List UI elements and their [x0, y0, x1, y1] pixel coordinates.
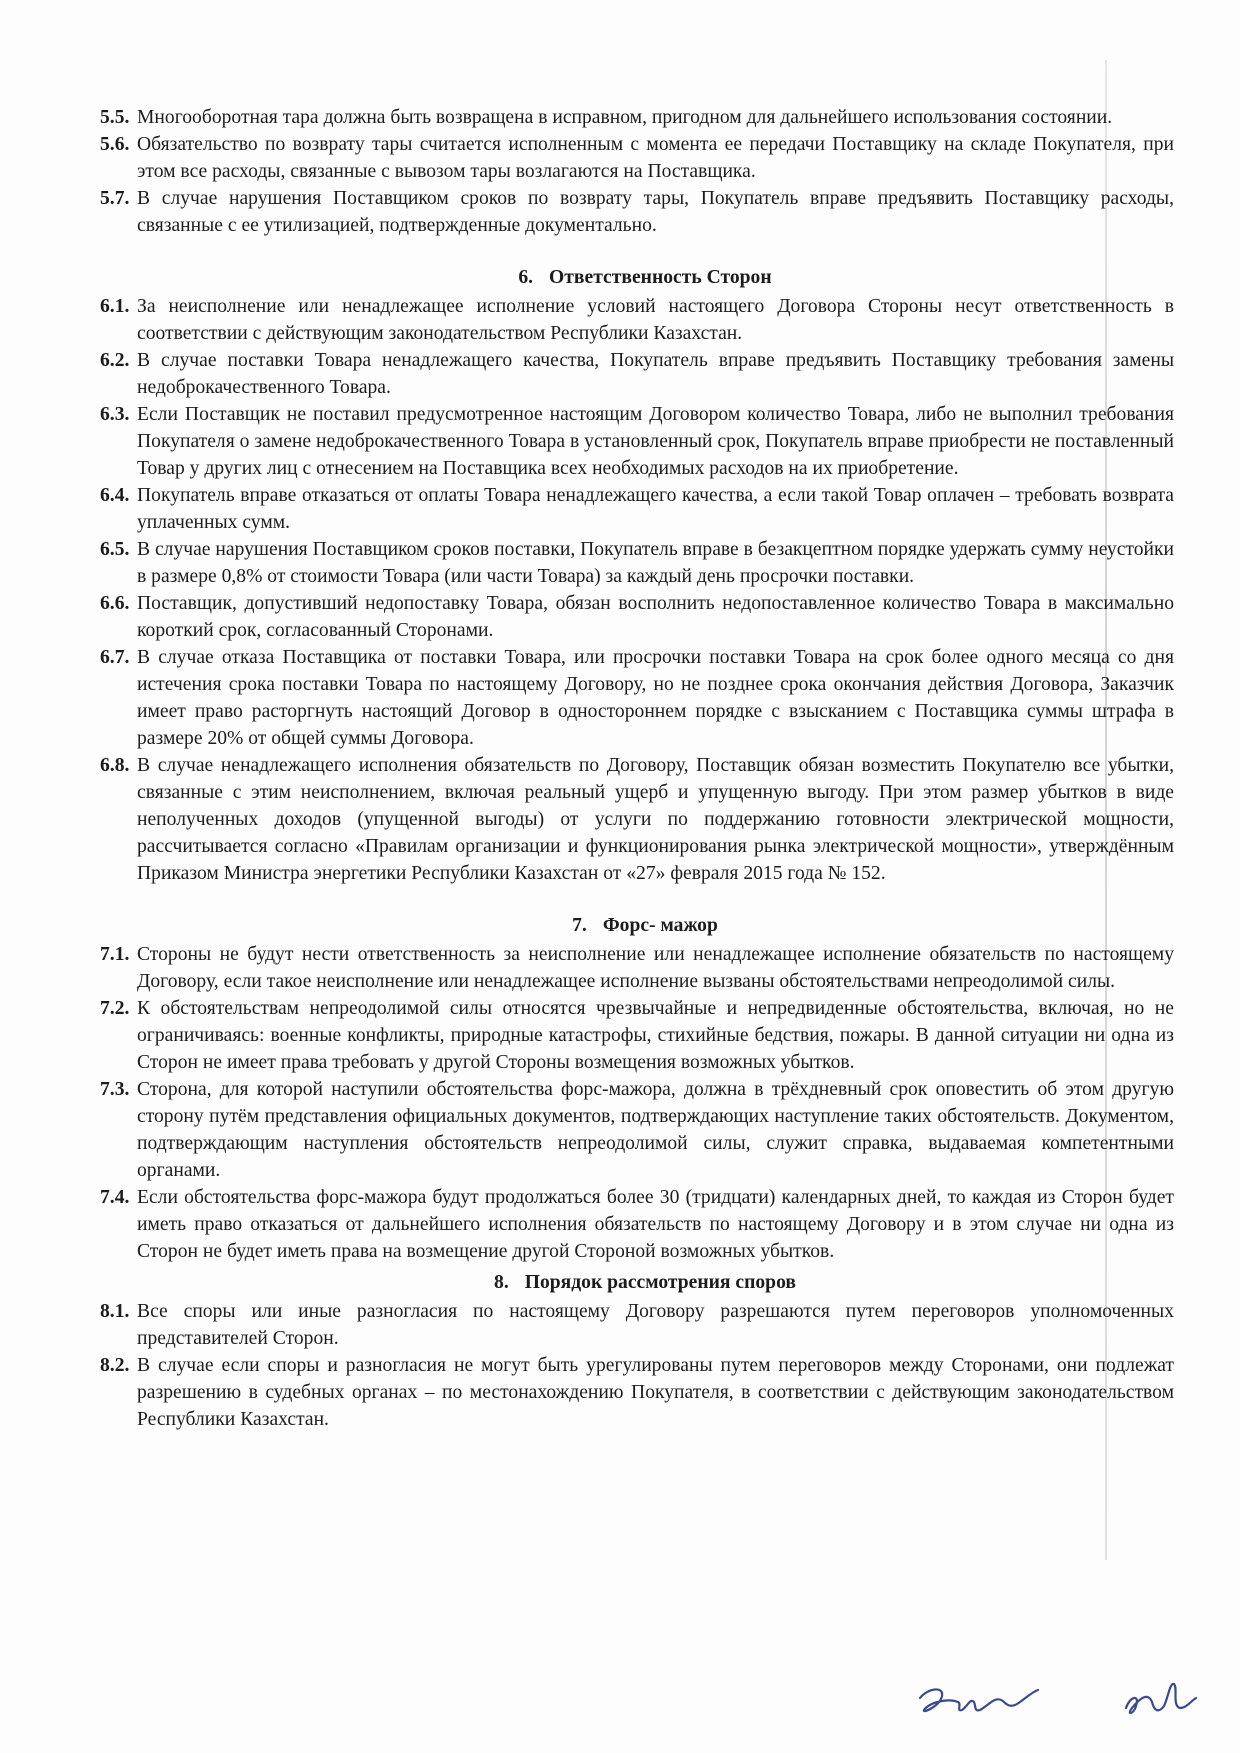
clause-text: За неисполнение или ненадлежащее исполнение условий настоящего Договора Стороны несут ответственность в соответствии с действующим законодательством Республики Казахстан. — [137, 296, 1174, 344]
section-heading: Порядок рассмотрения споров — [524, 1272, 796, 1293]
clause-text: Стороны не будут нести ответственность за неисполнение или ненадлежащее исполнение обязательств по настоящему Договору, если такое неисполнение или ненадлежащее исполнение вызваны обстоятельствами непреодолимой силы. — [137, 944, 1174, 992]
clause-7-4 — [100, 1184, 1174, 1265]
section-8-items — [100, 1298, 1174, 1433]
signature-2 — [1126, 1684, 1196, 1713]
clause-number: 6.6. — [100, 593, 130, 614]
clause-number: 8.1. — [100, 1301, 130, 1322]
clause-text: Сторона, для которой наступили обстоятельства форс-мажора, должна в трёхдневный срок оповестить об этом другую сторону путём представления официальных документов, подтверждающих наступление таких обстоятельств. Документом, подтверждающим наступления обстоятельств непреодолимой силы, служит справка, выдаваемая компетентными органами. — [137, 1079, 1174, 1181]
clause-6-8 — [100, 752, 1174, 887]
clause-6-3 — [100, 401, 1174, 482]
section-number: 6. — [518, 267, 534, 288]
clause-6-1 — [100, 293, 1174, 347]
clause-7-1 — [100, 941, 1174, 995]
signatures-svg — [900, 1658, 1210, 1728]
signature-1 — [920, 1689, 1038, 1711]
clause-text: В случае ненадлежащего исполнения обязательств по Договору, Поставщик обязан возместить Покупателю все убытки, связанные с этим неисполнением, включая реальный ущерб и упущенную выгоду. При этом размер убытков в виде неполученных доходов (упущенной выгоды) от услуги по поддержанию готовности электрической мощности, рассчитывается согласно «Правилам организации и функционирования рынка электрической мощности», утверждённым Приказом Министра энергетики Республики Казахстан от «27» февраля 2015 года № 152. — [137, 755, 1174, 884]
signatures-area — [900, 1658, 1210, 1728]
clause-6-4 — [100, 482, 1174, 536]
clause-number: 6.3. — [100, 404, 130, 425]
section-heading: Форс- мажор — [602, 915, 718, 936]
clause-6-5 — [100, 536, 1174, 590]
clause-6-7 — [100, 644, 1174, 752]
section-title-8 — [100, 1269, 1174, 1296]
clause-number: 6.5. — [100, 539, 130, 560]
clause-number: 7.1. — [100, 944, 130, 965]
clause-8-1 — [100, 1298, 1174, 1352]
clause-5-5 — [100, 104, 1174, 131]
clause-text: В случае нарушения Поставщиком сроков поставки, Покупатель вправе в безакцептном порядке удержать сумму неустойки в размере 0,8% от стоимости Товара (или части Товара) за каждый день просрочки поставки. — [137, 539, 1174, 587]
clause-5-6 — [100, 131, 1174, 185]
section-5-items — [100, 104, 1174, 239]
clause-number: 5.7. — [100, 188, 130, 209]
section-6-items — [100, 293, 1174, 887]
clause-text: В случае поставки Товара ненадлежащего качества, Покупатель вправе предъявить Поставщику требования замены недоброкачественного Товара. — [137, 350, 1174, 398]
clause-number: 8.2. — [100, 1355, 130, 1376]
clause-5-7 — [100, 185, 1174, 239]
clause-number: 7.2. — [100, 998, 130, 1019]
contract-text — [100, 104, 1174, 1433]
clause-text: В случае отказа Поставщика от поставки Товара, или просрочки поставки Товара на срок более одного месяца со дня истечения срока поставки Товара по настоящему Договору, но не позднее срока окончания действия Договора, Заказчик имеет право расторгнуть настоящий Договор в одностороннем порядке с взысканием с Поставщика суммы штрафа в размере 20% от общей суммы Договора. — [137, 647, 1174, 749]
section-title-6 — [100, 264, 1174, 291]
clause-number: 6.4. — [100, 485, 130, 506]
clause-number: 6.1. — [100, 296, 130, 317]
section-title-7 — [100, 912, 1174, 939]
clause-number: 7.4. — [100, 1187, 130, 1208]
clause-number: 6.2. — [100, 350, 130, 371]
section-7-items — [100, 941, 1174, 1265]
clause-number: 6.8. — [100, 755, 130, 776]
clause-number: 5.6. — [100, 134, 130, 155]
clause-text: Покупатель вправе отказаться от оплаты Товара ненадлежащего качества, а если такой Товар оплачен – требовать возврата уплаченных сумм. — [137, 485, 1174, 533]
section-number: 8. — [494, 1272, 509, 1293]
clause-number: 6.7. — [100, 647, 130, 668]
clause-8-2 — [100, 1352, 1174, 1433]
clause-number: 5.5. — [100, 107, 130, 128]
section-heading: Ответственность Сторон — [549, 267, 772, 288]
clause-text: В случае если споры и разногласия не могут быть урегулированы путем переговоров между Сторонами, они подлежат разрешению в судебных органах – по местонахождению Покупателя, в соответствии с действующим законодательством Республики Казахстан. — [137, 1355, 1174, 1430]
clause-text: Если обстоятельства форс-мажора будут продолжаться более 30 (тридцати) календарных дней, то каждая из Сторон будет иметь право отказаться от дальнейшего исполнения обязательств по настоящему Договору и в этом случае ни одна из Сторон не будет иметь права на возмещение другой Стороной возможных убытков. — [137, 1187, 1174, 1262]
clause-6-2 — [100, 347, 1174, 401]
clause-text: В случае нарушения Поставщиком сроков по возврату тары, Покупатель вправе предъявить Поставщику расходы, связанные с ее утилизацией, подтвержденные документально. — [137, 188, 1174, 236]
clause-7-3 — [100, 1076, 1174, 1184]
section-number: 7. — [572, 915, 587, 936]
clause-text: Поставщик, допустивший недопоставку Товара, обязан восполнить недопоставленное количество Товара в максимально короткий срок, согласованный Сторонами. — [137, 593, 1174, 641]
clause-text: Многооборотная тара должна быть возвращена в исправном, пригодном для дальнейшего использования состоянии. — [137, 107, 1113, 128]
clause-7-2 — [100, 995, 1174, 1076]
clause-text: Если Поставщик не поставил предусмотренное настоящим Договором количество Товара, либо не выполнил требования Покупателя о замене недоброкачественного Товара в установленный срок, Покупатель вправе приобрести не поставленный Товар у других лиц с отнесением на Поставщика всех необходимых расходов на их приобретение. — [137, 404, 1174, 479]
clause-text: Все споры или иные разногласия по настоящему Договору разрешаются путем переговоров уполномоченных представителей Сторон. — [137, 1301, 1174, 1349]
clause-text: К обстоятельствам непреодолимой силы относятся чрезвычайные и непредвиденные обстоятельства, включая, но не ограничиваясь: военные конфликты, природные катастрофы, стихийные бедствия, пожары. В данной ситуации ни одна из Сторон не имеет права требовать у другой Стороны возмещения возможных убытков. — [137, 998, 1174, 1073]
clause-text: Обязательство по возврату тары считается исполненным с момента ее передачи Поставщику на складе Покупателя, при этом все расходы, связанные с вывозом тары возлагаются на Поставщика. — [137, 134, 1174, 182]
clause-number: 7.3. — [100, 1079, 130, 1100]
clause-6-6 — [100, 590, 1174, 644]
